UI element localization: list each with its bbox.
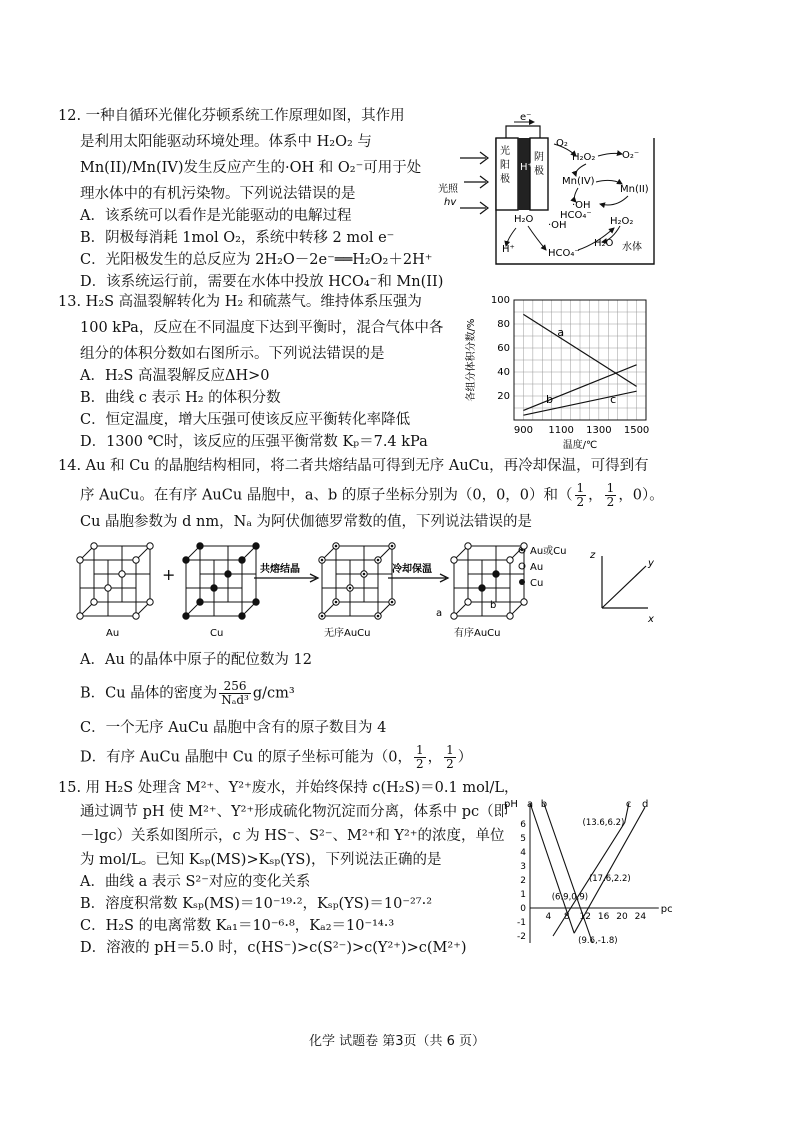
axis-x-label: x bbox=[648, 614, 654, 625]
mn4-label: Mn(IV) bbox=[562, 176, 595, 187]
h2o-left-label: H₂O bbox=[514, 214, 534, 225]
q14-line-3: Cu 晶胞参数为 d nm，Nₐ 为阿伏伽德罗常数的值，下列说法错误的是 bbox=[80, 514, 533, 530]
atom-au bbox=[465, 599, 471, 605]
q14-frac-x-num: 1 bbox=[576, 481, 585, 495]
q14-frac-y bbox=[605, 482, 617, 509]
q12-figure bbox=[436, 112, 664, 272]
hplus-out-label: H⁺ bbox=[502, 244, 515, 255]
y-tick-label: 80 bbox=[497, 319, 510, 330]
atom-cu bbox=[253, 599, 259, 605]
q12-option-c[interactable]: C．光阳极发生的总反应为 2H₂O－2e⁻══H₂O₂＋2H⁺ bbox=[80, 252, 433, 268]
cu-cell bbox=[183, 543, 259, 619]
order-caption: 有序AuCu bbox=[454, 628, 501, 639]
series-label-b: b bbox=[540, 799, 548, 810]
light-arrow-3 bbox=[460, 202, 488, 214]
atom-cu bbox=[197, 599, 203, 605]
x-tick-label: 1100 bbox=[548, 425, 574, 436]
q12-line-4: 理水体中的有机污染物。下列说法错误的是 bbox=[80, 186, 356, 202]
q15-line-4: 为 mol/L。已知 Kₛₚ(MS)>Kₛₚ(YS)，下列说法正确的是 bbox=[80, 852, 442, 868]
atom-cu bbox=[197, 543, 203, 549]
point-annotation: (17.6,2.2) bbox=[588, 874, 631, 885]
q14-density-num: 256 bbox=[219, 680, 251, 694]
q15-line-2: 通过调节 pH 使 M²⁺、Y²⁺形成硫化物沉淀而分离，体系中 pc（即 bbox=[80, 804, 509, 820]
x-tick-label: 1500 bbox=[623, 425, 650, 436]
h2o2-top-label: H₂O₂ bbox=[572, 152, 596, 163]
atom-cu bbox=[239, 557, 245, 563]
mn2-label: Mn(II) bbox=[620, 184, 649, 195]
y-tick-label: -2 bbox=[517, 932, 526, 942]
au-caption: Au bbox=[106, 628, 120, 639]
legend-aucu: Au或Cu bbox=[530, 546, 567, 557]
x-tick-label: 24 bbox=[634, 912, 647, 922]
h2o2-right-label: H₂O₂ bbox=[610, 216, 634, 227]
atom-cu bbox=[493, 571, 499, 577]
atom-cu bbox=[239, 613, 245, 619]
q12-line-3: Mn(II)/Mn(IV)发生反应产生的·OH 和 O₂⁻可用于处 bbox=[80, 160, 422, 176]
q14-option-b-pre: B．Cu 晶体的密度为 bbox=[80, 685, 218, 702]
disorder-cell bbox=[319, 543, 395, 619]
q13-option-c[interactable]: C．恒定温度，增大压强可使该反应平衡转化率降低 bbox=[80, 412, 411, 428]
q14-line-2-text: 序 AuCu。在有序 AuCu 晶胞中，a、b 的原子坐标分别为（0，0，0）和（ bbox=[80, 487, 573, 504]
atom-mix-dot bbox=[321, 615, 324, 618]
q13-option-d[interactable]: D．1300 ℃时，该反应的压强平衡常数 Kₚ＝7.4 kPa bbox=[80, 434, 428, 450]
atom-mix-dot bbox=[377, 615, 380, 618]
q14-d-frac-z bbox=[444, 744, 456, 771]
q15-line-1: 15. 用 H₂S 处理含 M²⁺、Y²⁺废水，并始终保持 c(H₂S)＝0.1 mol/L， bbox=[58, 780, 519, 796]
series-label-c: c bbox=[625, 799, 632, 810]
h2o-right-label: H₂O bbox=[594, 238, 614, 249]
atom-au bbox=[507, 557, 513, 563]
q14-option-b-post: g/cm³ bbox=[252, 685, 295, 702]
hco4-label: HCO₄⁻ bbox=[560, 210, 592, 221]
water-label: 水体 bbox=[622, 242, 642, 253]
hplus-in-label: H⁺ bbox=[520, 162, 533, 173]
x-tick-label: 12 bbox=[579, 912, 591, 922]
q14-option-d-post: ） bbox=[457, 749, 473, 766]
arrow-cool-label: 冷却保温 bbox=[392, 564, 432, 575]
legend-au: Au bbox=[530, 562, 544, 573]
atom-cu bbox=[479, 585, 485, 591]
q14-frac-sep: ， bbox=[588, 487, 603, 504]
series-label-a: a bbox=[527, 799, 534, 810]
q14-d-sep: ， bbox=[427, 749, 443, 766]
series-label-b: b bbox=[546, 393, 554, 407]
q12-option-d[interactable]: D．该系统运行前，需要在水体中投放 HCO₄⁻和 Mn(II) bbox=[80, 274, 444, 290]
y-tick-label: 4 bbox=[520, 848, 526, 858]
atom-au bbox=[119, 571, 125, 577]
atom-au bbox=[133, 613, 139, 619]
axis-z-label: z bbox=[590, 550, 596, 561]
atom-mix-dot bbox=[335, 601, 338, 604]
oh-mid-label: ·OH bbox=[548, 220, 567, 231]
x-tick-label: 1300 bbox=[586, 425, 612, 436]
plus-sign: + bbox=[162, 565, 176, 584]
q15-option-d[interactable]: D．溶液的 pH＝5.0 时，c(HS⁻)>c(S²⁻)>c(Y²⁺)>c(M²⁺) bbox=[80, 940, 467, 956]
atom-mix-dot bbox=[391, 601, 394, 604]
atom-au bbox=[91, 599, 97, 605]
anode-label-2: 阳 bbox=[500, 160, 510, 171]
q14-option-b[interactable] bbox=[80, 680, 295, 707]
atom-au bbox=[521, 599, 527, 605]
q14-frac-x-den: 2 bbox=[576, 495, 585, 509]
q14-d-frac-z-den: 2 bbox=[446, 757, 454, 771]
anode-label-1: 光 bbox=[500, 146, 510, 157]
q12-line-2: 是利用太阳能驱动环境处理。体系中 H₂O₂ 与 bbox=[80, 134, 372, 150]
hco4-bottom-label: HCO₄⁻ bbox=[548, 248, 580, 259]
atom-mix-dot bbox=[349, 587, 352, 590]
atom-cu bbox=[183, 557, 189, 563]
atom-au bbox=[521, 543, 527, 549]
page-footer: 化学 试题卷 第3页（共 6 页） bbox=[308, 1034, 486, 1049]
point-annotation: (13.6,6.2) bbox=[582, 818, 625, 829]
q13-option-b[interactable]: B．曲线 c 表示 H₂ 的体积分数 bbox=[80, 390, 281, 406]
y-tick-label: 1 bbox=[520, 890, 526, 900]
hv-label: hv bbox=[444, 197, 457, 208]
x-tick-label: 16 bbox=[597, 912, 610, 922]
series-label-d: d bbox=[642, 799, 649, 810]
o2-minus-label: O₂⁻ bbox=[622, 150, 640, 161]
q14-frac-y-num: 1 bbox=[606, 481, 615, 495]
o2-label: O₂ bbox=[556, 138, 568, 149]
y-tick-label: 60 bbox=[497, 343, 510, 354]
atom-cu bbox=[225, 571, 231, 577]
au-cell bbox=[77, 543, 153, 619]
y-tick-label: 40 bbox=[497, 367, 510, 378]
y-tick-label: -1 bbox=[517, 918, 526, 928]
atom-cu bbox=[183, 613, 189, 619]
atom-cu bbox=[211, 585, 217, 591]
anode-label-3: 极 bbox=[500, 174, 510, 185]
legend-cu: Cu bbox=[530, 578, 544, 589]
q15-option-a[interactable]: A．曲线 a 表示 S²⁻对应的变化关系 bbox=[80, 874, 311, 890]
series-label-a: a bbox=[557, 326, 565, 339]
atom-au bbox=[105, 585, 111, 591]
light-arrow-1 bbox=[460, 152, 488, 164]
atom-mix-dot bbox=[391, 545, 394, 548]
y-tick-label: 0 bbox=[520, 904, 526, 914]
electron-label: e⁻ bbox=[520, 112, 532, 123]
atom-au bbox=[465, 543, 471, 549]
axis-y-label: y bbox=[648, 558, 654, 569]
q14-option-a[interactable]: A．Au 的晶体中原子的配位数为 12 bbox=[80, 652, 312, 668]
atom-au bbox=[451, 557, 457, 563]
y-tick-label: 6 bbox=[520, 820, 526, 830]
y-tick-label: 3 bbox=[520, 862, 526, 872]
x-tick-label: 4 bbox=[545, 912, 552, 922]
q12-option-a[interactable]: A．该系统可以看作是光能驱动的电解过程 bbox=[80, 208, 352, 224]
y-axis-label: 各组分体积分数/% bbox=[466, 318, 477, 402]
axis-y bbox=[602, 566, 646, 608]
q14-density-den: Nₐd³ bbox=[221, 693, 249, 707]
oh-top-label: ·OH bbox=[572, 200, 591, 211]
q14-coord-tail: ，0）。 bbox=[618, 487, 664, 504]
atom-au bbox=[91, 543, 97, 549]
q15-option-b[interactable]: B．溶度积常数 Kₛₚ(MS)＝10⁻¹⁹·²，Kₛₚ(YS)＝10⁻²⁷·² bbox=[80, 896, 433, 912]
light-label: 光照 bbox=[438, 184, 458, 195]
atom-au bbox=[451, 613, 457, 619]
q15-chart bbox=[500, 776, 673, 956]
atom-mix-dot bbox=[377, 559, 380, 562]
point-annotation: (6.9,0.9) bbox=[551, 892, 589, 903]
q13-option-a[interactable]: A．H₂S 高温裂解反应ΔH>0 bbox=[80, 368, 270, 384]
point-annotation: (9.6,-1.8) bbox=[578, 936, 618, 947]
x-tick-label: 8 bbox=[563, 912, 570, 922]
q14-frac-y-den: 2 bbox=[606, 495, 615, 509]
q14-crystal-figure bbox=[70, 540, 670, 644]
q14-frac-x bbox=[575, 482, 587, 509]
cu-caption: Cu bbox=[210, 628, 224, 639]
q13-line-1: 13. H₂S 高温裂解转化为 H₂ 和硫蒸气。维持体系压强为 bbox=[58, 294, 422, 310]
order-cell bbox=[451, 543, 527, 619]
series-label-c: c bbox=[610, 393, 617, 407]
q12-line-1: 12. 一种自循环光催化芬顿系统工作原理如图，其作用 bbox=[58, 108, 405, 124]
x-tick-label: 20 bbox=[616, 912, 628, 922]
q14-d-frac-y-den: 2 bbox=[415, 757, 424, 771]
y-tick-label: 20 bbox=[497, 391, 510, 402]
q14-line-2 bbox=[80, 482, 664, 509]
y-axis-label: pH bbox=[504, 799, 518, 810]
atom-au bbox=[147, 543, 153, 549]
cathode-label-1: 阴 bbox=[534, 152, 544, 163]
atom-au bbox=[77, 613, 83, 619]
x-axis-label: pc bbox=[660, 904, 673, 915]
q14-d-frac-y-num: 1 bbox=[415, 743, 424, 757]
atom-au bbox=[507, 613, 513, 619]
q13-line-2: 100 kPa，反应在不同温度下达到平衡时，混合气体中各 bbox=[80, 320, 444, 336]
q15-line-3: －lgc）关系如图所示，c 为 HS⁻、S²⁻、M²⁺和 Y²⁺的浓度，单位 bbox=[80, 828, 505, 844]
q14-d-frac-y bbox=[414, 744, 426, 771]
atom-cu bbox=[253, 543, 259, 549]
atom-au bbox=[77, 557, 83, 563]
q14-option-d[interactable] bbox=[80, 744, 472, 771]
arrow-melt-label: 共熔结晶 bbox=[260, 564, 300, 575]
x-tick-label: 900 bbox=[513, 425, 533, 436]
atom-a-label: a bbox=[436, 608, 443, 619]
q14-option-d-pre: D．有序 AuCu 晶胞中 Cu 的原子坐标可能为（0， bbox=[80, 749, 412, 766]
x-axis-label: 温度/℃ bbox=[562, 440, 598, 451]
cathode-label-2: 极 bbox=[534, 166, 544, 177]
q14-option-c[interactable]: C．一个无序 AuCu 晶胞中含有的原子数目为 4 bbox=[80, 720, 387, 736]
atom-mix-dot bbox=[335, 545, 338, 548]
atom-mix-dot bbox=[363, 573, 366, 576]
q15-option-c[interactable]: C．H₂S 的电离常数 Kₐ₁＝10⁻⁶·⁸，Kₐ₂＝10⁻¹⁴·³ bbox=[80, 918, 395, 934]
y-tick-label: 2 bbox=[520, 876, 526, 886]
q13-chart bbox=[460, 292, 660, 452]
atom-b-label: b bbox=[490, 600, 497, 611]
disorder-caption: 无序AuCu bbox=[324, 628, 371, 639]
q14-line-1: 14. Au 和 Cu 的晶胞结构相同，将二者共熔结晶可得到无序 AuCu，再冷却保温，可得到有 bbox=[58, 458, 649, 474]
y-tick-label: 100 bbox=[490, 295, 510, 306]
light-arrow-2 bbox=[464, 176, 488, 188]
q14-density-frac bbox=[219, 680, 251, 707]
q12-option-b[interactable]: B．阴极每消耗 1mol O₂，系统中转移 2 mol e⁻ bbox=[80, 230, 395, 246]
y-tick-label: 5 bbox=[520, 834, 526, 844]
atom-au bbox=[147, 599, 153, 605]
atom-au bbox=[133, 557, 139, 563]
cathode-block bbox=[518, 138, 530, 210]
q13-line-3: 组分的体积分数如右图所示。下列说法错误的是 bbox=[80, 346, 385, 362]
q14-d-frac-z-num: 1 bbox=[446, 743, 454, 757]
atom-mix-dot bbox=[321, 559, 324, 562]
